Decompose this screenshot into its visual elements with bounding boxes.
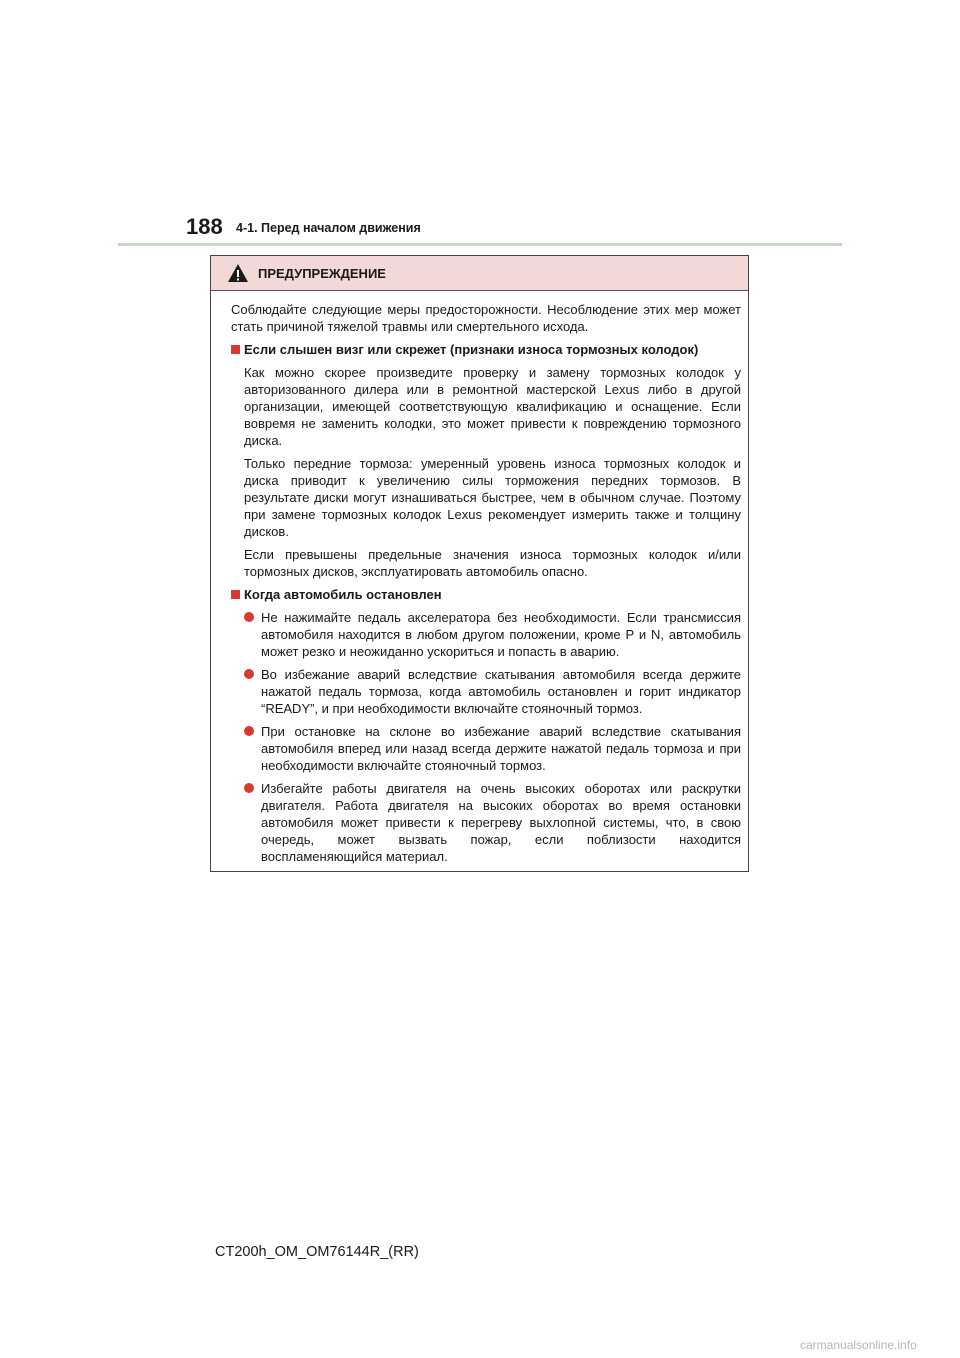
watermark: carmanualsonline.info <box>800 1338 917 1352</box>
bullet-text: Избегайте работы двигателя на очень высоких оборотах или раскрутки двигателя. Работа двигателя на высоких оборотах во время остановки автомобиля может привести к перегреву выхлопной системы, что, в свою очередь, может вызвать пожар, если поблизости находится воспламеняющийся материал. <box>261 781 741 864</box>
section-heading-text: Если слышен визг или скрежет (признаки износа тормозных колодок) <box>244 342 699 357</box>
red-square-marker <box>231 590 240 599</box>
bullet-item <box>244 666 741 717</box>
warning-body <box>211 291 748 865</box>
section-heading-text: Когда автомобиль остановлен <box>244 587 442 602</box>
warning-triangle-icon <box>227 263 249 283</box>
bullet-item <box>244 780 741 865</box>
bullet-item <box>244 723 741 774</box>
red-dot-marker <box>244 783 254 793</box>
red-square-marker <box>231 345 240 354</box>
section-heading-brake-pads <box>231 341 741 358</box>
bullet-text: При остановке на склоне во избежание аварий вследствие скатывания автомобиля вперед или назад всегда держите нажатой педаль тормоза и при необходимости включайте стояночный тормоз. <box>261 724 741 773</box>
bullet-text: Во избежание аварий вследствие скатывания автомобиля всегда держите нажатой педаль тормоза, когда автомобиль остановлен и горит индикатор “READY”, и при необходимости включайте стояночный тормоз. <box>261 667 741 716</box>
warning-header <box>211 256 748 291</box>
warning-intro: Соблюдайте следующие меры предосторожности. Несоблюдение этих мер может стать причиной тяжелой травмы или смертельного исхода. <box>231 302 741 334</box>
warning-box <box>210 255 749 872</box>
paragraph: Только передние тормоза: умеренный уровень износа тормозных колодок и диска приводит к увеличению силы торможения передних тормозов. В результате диски могут изнашиваться быстрее, чем в обычном случае. Поэтому при замене тормозных колодок Lexus рекомендует измерить также и толщину дисков. <box>244 456 741 539</box>
header-rule <box>118 243 842 246</box>
bullet-text: Не нажимайте педаль акселератора без необходимости. Если трансмиссия автомобиля находится в любом другом положении, кроме P и N, автомобиль может резко и неожиданно ускориться и попасть в аварию. <box>261 610 741 659</box>
red-dot-marker <box>244 612 254 622</box>
warning-title: ПРЕДУПРЕЖДЕНИЕ <box>258 265 386 281</box>
section-heading-vehicle-stopped <box>231 586 741 603</box>
bullet-item <box>244 609 741 660</box>
red-dot-marker <box>244 669 254 679</box>
paragraph: Как можно скорее произведите проверку и замену тормозных колодок у авторизованного дилера или в ремонтной мастерской Lexus либо в другой организации, имеющей соответствующую квалификацию и оснащение. Если вовремя не заменить колодки, это может привести к повреждению тормозного диска. <box>244 365 741 448</box>
footer-document-code: CT200h_OM_OM76144R_(RR) <box>215 1244 419 1260</box>
red-dot-marker <box>244 726 254 736</box>
section-title: 4-1. Перед началом движения <box>236 221 421 235</box>
page-number: 188 <box>186 214 223 239</box>
paragraph: Если превышены предельные значения износа тормозных колодок и/или тормозных дисков, эксплуатировать автомобиль опасно. <box>244 547 741 579</box>
